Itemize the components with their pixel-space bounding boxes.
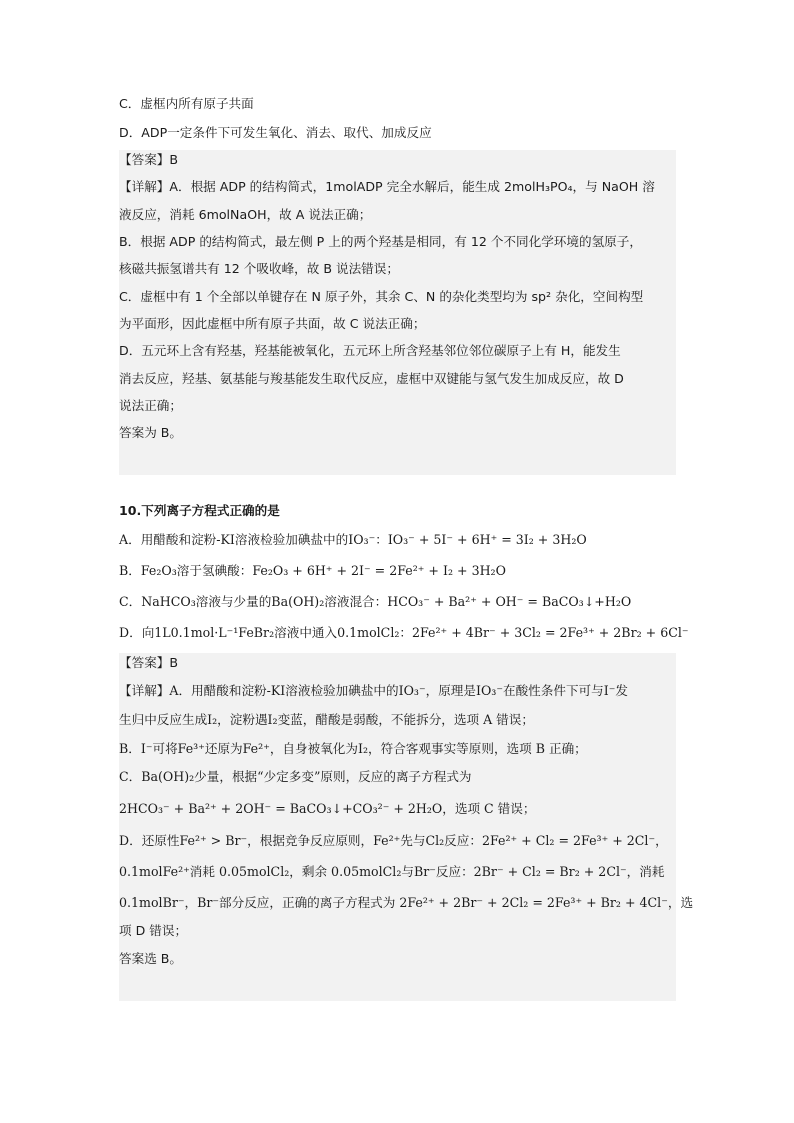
q9-detail-line: 【详解】A．根据 ADP 的结构简式，1molADP 完全水解后，能生成 2molH₃PO₄，与 NaOH 溶 <box>119 179 655 194</box>
q9-option-d: D．ADP一定条件下可发生氧化、消去、取代、加成反应 <box>119 125 432 140</box>
q10-detail-line: 2HCO₃⁻ + Ba²⁺ + 2OH⁻ = BaCO₃↓+CO₃²⁻ + 2H₂O，选项 C 错误； <box>119 801 536 816</box>
q10-detail-line: 0.1molBr⁻，Br⁻部分反应，正确的离子方程式为 2Fe²⁺ + 2Br⁻ + 2Cl₂ = 2Fe³⁺ + Br₂ + 4Cl⁻，选 <box>119 895 694 910</box>
q9-detail-line: C．虚框中有 1 个全部以单键存在 N 原子外，其余 C、N 的杂化类型均为 sp² 杂化，空间构型 <box>119 289 644 304</box>
q10-detail-line: B．I⁻可将Fe³⁺还原为Fe²⁺，自身被氧化为I₂，符合客观事实等原则，选项 B 正确； <box>119 741 587 756</box>
q10-detail-line: C．Ba(OH)₂少量，根据“少定多变”原则，反应的离子方程式为 <box>119 769 472 784</box>
q9-option-c: C．虚框内所有原子共面 <box>119 96 254 111</box>
q9-detail-line: 答案为 B。 <box>119 425 183 440</box>
q10-detail-line: 项 D 错误； <box>119 923 188 938</box>
q9-detail-line: 消去反应，羟基、氨基能与羧基能发生取代反应，虚框中双键能与氢气发生加成反应，故 D <box>119 371 624 386</box>
q10-option-a: A．用醋酸和淀粉-KI溶液检验加碘盐中的IO₃⁻：IO₃⁻ + 5I⁻ + 6H⁺ = 3I₂ + 3H₂O <box>119 532 587 547</box>
q9-detail-line: 核磁共振氢谱共有 12 个吸收峰，故 B 说法错误； <box>119 261 399 276</box>
q9-detail-line: B．根据 ADP 的结构简式，最左侧 P 上的两个羟基是相同，有 12 个不同化学环境的氢原子， <box>119 234 642 249</box>
q10-answer: 【答案】B <box>119 655 179 670</box>
q9-detail-line: 说法正确； <box>119 398 182 413</box>
q9-detail-line: 液反应，消耗 6molNaOH，故 A 说法正确； <box>119 207 372 222</box>
q10-stem: 10.下列离子方程式正确的是 <box>119 503 280 518</box>
q9-detail-line: 为平面形，因此虚框中所有原子共面，故 C 说法正确； <box>119 316 426 331</box>
q10-detail-line: 【详解】A．用醋酸和淀粉-KI溶液检验加碘盐中的IO₃⁻，原理是IO₃⁻在酸性条件下可与I⁻发 <box>119 683 628 698</box>
q10-detail-line: D．还原性Fe²⁺ > Br⁻，根据竞争反应原则，Fe²⁺先与Cl₂反应：2Fe²⁺ + Cl₂ = 2Fe³⁺ + 2Cl⁻， <box>119 833 668 848</box>
q10-option-c: C．NaHCO₃溶液与少量的Ba(OH)₂溶液混合：HCO₃⁻ + Ba²⁺ + OH⁻ = BaCO₃↓+H₂O <box>119 594 632 609</box>
q10-detail-line: 答案选 B。 <box>119 951 183 966</box>
q10-option-b: B．Fe₂O₃溶于氢碘酸：Fe₂O₃ + 6H⁺ + 2I⁻ = 2Fe²⁺ + I₂ + 3H₂O <box>119 563 506 578</box>
q9-detail-line: D．五元环上含有羟基，羟基能被氧化，五元环上所含羟基邻位邻位碳原子上有 H，能发生 <box>119 343 621 358</box>
q9-answer: 【答案】B <box>119 152 179 167</box>
q10-option-d: D．向1L0.1mol·L⁻¹FeBr₂溶液中通入0.1molCl₂：2Fe²⁺ + 4Br⁻ + 3Cl₂ = 2Fe³⁺ + 2Br₂ + 6Cl⁻ <box>119 625 689 640</box>
q10-detail-line: 0.1molFe²⁺消耗 0.05molCl₂，剩余 0.05molCl₂与Br⁻反应：2Br⁻ + Cl₂ = Br₂ + 2Cl⁻，消耗 <box>119 864 665 879</box>
q10-detail-line: 生归中反应生成I₂，淀粉遇I₂变蓝，醋酸是弱酸，不能拆分，选项 A 错误； <box>119 712 534 727</box>
answer-block-q10 <box>119 653 676 1001</box>
